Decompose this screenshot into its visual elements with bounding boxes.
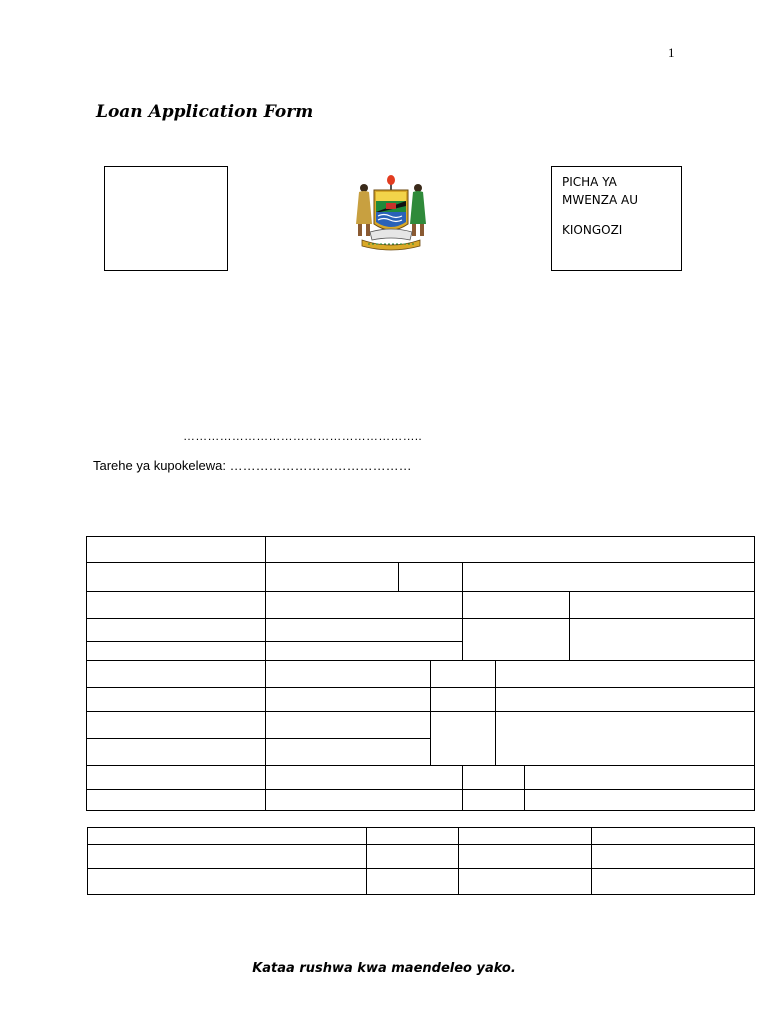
table-cell[interactable] xyxy=(463,563,755,592)
loan-details-table xyxy=(87,827,755,895)
table-cell xyxy=(431,661,496,688)
coat-of-arms-icon xyxy=(350,174,432,254)
table-cell xyxy=(459,828,592,845)
table-cell[interactable] xyxy=(88,869,367,895)
table-cell[interactable] xyxy=(265,661,431,688)
table-cell[interactable] xyxy=(366,869,459,895)
table-cell xyxy=(87,712,266,739)
table-cell xyxy=(463,619,570,661)
table-cell[interactable] xyxy=(496,661,755,688)
page-number: 1 xyxy=(668,45,675,60)
table-cell[interactable] xyxy=(459,869,592,895)
table-cell[interactable] xyxy=(265,642,463,661)
date-received-field[interactable]: Tarehe ya kupokelewa: …………………………………… xyxy=(93,458,412,473)
table-cell[interactable] xyxy=(88,845,367,869)
table-cell xyxy=(366,828,459,845)
table-cell[interactable] xyxy=(265,537,754,563)
table-cell xyxy=(463,790,525,811)
table-cell[interactable] xyxy=(496,688,755,712)
table-cell xyxy=(431,712,496,766)
table-cell xyxy=(463,766,525,790)
table-cell xyxy=(431,688,496,712)
table-cell[interactable] xyxy=(265,766,463,790)
photo-box-label-line3: KIONGOZI xyxy=(562,223,623,237)
photo-box-label-line2: MWENZA AU xyxy=(562,193,639,207)
table-cell[interactable] xyxy=(525,766,755,790)
table-cell xyxy=(463,592,570,619)
table-cell[interactable] xyxy=(592,869,755,895)
table-cell xyxy=(87,563,266,592)
table-cell[interactable] xyxy=(570,592,755,619)
table-cell xyxy=(398,563,463,592)
table-cell xyxy=(87,739,266,766)
table-cell[interactable] xyxy=(265,712,431,739)
table-cell xyxy=(87,619,266,642)
table-cell[interactable] xyxy=(265,688,431,712)
table-cell[interactable] xyxy=(265,592,463,619)
form-title: Loan Application Form xyxy=(96,102,314,122)
table-cell xyxy=(87,661,266,688)
photo-box-applicant xyxy=(104,166,228,271)
table-cell xyxy=(87,592,266,619)
table-cell[interactable] xyxy=(525,790,755,811)
table-cell[interactable] xyxy=(265,619,463,642)
signature-line[interactable]: ………………………………………………….. xyxy=(183,429,422,443)
table-cell[interactable] xyxy=(265,563,398,592)
table-cell[interactable] xyxy=(570,619,755,661)
table-cell[interactable] xyxy=(459,845,592,869)
table-cell[interactable] xyxy=(496,712,755,766)
applicant-details-table xyxy=(86,536,755,811)
table-cell xyxy=(87,642,266,661)
table-cell[interactable] xyxy=(592,845,755,869)
photo-box-label-line1: PICHA YA xyxy=(562,175,617,189)
table-cell xyxy=(87,766,266,790)
table-cell[interactable] xyxy=(265,739,431,766)
footer-motto: Kataa rushwa kwa maendeleo yako. xyxy=(252,961,516,976)
table-cell xyxy=(88,828,367,845)
table-cell xyxy=(87,537,266,563)
photo-box-spouse-or-leader xyxy=(551,166,682,271)
table-cell[interactable] xyxy=(265,790,463,811)
table-cell xyxy=(592,828,755,845)
table-cell[interactable] xyxy=(366,845,459,869)
table-cell xyxy=(87,688,266,712)
table-cell xyxy=(87,790,266,811)
